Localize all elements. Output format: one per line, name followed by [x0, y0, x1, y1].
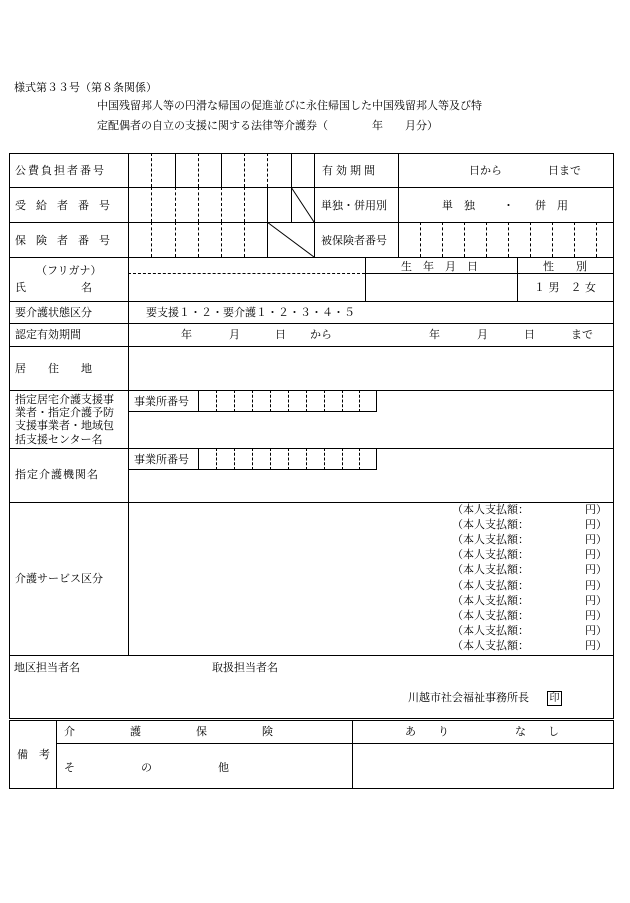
digit-cell-divider — [175, 153, 176, 187]
digit-cell-divider — [151, 187, 152, 222]
care-level-options: 要支援１・２・要介護１・２・３・４・５ — [146, 306, 355, 319]
remarks-row-divider — [56, 743, 614, 744]
payment-yen: 円） — [585, 593, 607, 607]
digit-cell-divider — [252, 390, 253, 412]
sex-label: 性 別 — [543, 260, 587, 273]
void-cell-slash — [267, 222, 314, 257]
recipient-no-label: 受給者番号 — [15, 199, 120, 212]
row-divider — [9, 346, 614, 347]
digit-cell-divider — [244, 187, 245, 222]
payment-label: （本人支払額： — [452, 563, 529, 577]
payment-yen: 円） — [585, 533, 607, 547]
digit-cell-divider — [270, 390, 271, 412]
payment-label: （本人支払額： — [452, 593, 529, 607]
digit-cell-divider — [216, 390, 217, 412]
cert-from-suffix: から — [310, 328, 332, 341]
payment-yen: 円） — [585, 623, 607, 637]
district-staff-label: 地区担当者名 — [14, 661, 80, 674]
public-payer-no-label: 公費負担者番号 — [15, 164, 106, 177]
office-no-divider — [198, 390, 199, 412]
void-cell-slash — [291, 187, 314, 222]
digit-cell-divider — [234, 448, 235, 470]
service-label: 介護サービス区分 — [15, 572, 103, 585]
residence-label: 居 住 地 — [15, 362, 92, 375]
digit-cell-divider — [306, 390, 307, 412]
provider-label-line3: 支援事業者・地域包 — [15, 419, 114, 432]
digit-cell-divider — [359, 390, 360, 412]
office-no-label: 事業所番号 — [134, 395, 189, 408]
digit-cell-divider — [175, 222, 176, 257]
digit-cell-divider — [288, 448, 289, 470]
row-divider — [9, 655, 614, 656]
digit-cell-divider — [221, 187, 222, 222]
presence-options: あ り な し — [405, 725, 559, 738]
provider-label-line4: 括支援センター名 — [15, 433, 103, 446]
dot-separator: ・ — [503, 199, 514, 212]
birthdate-label: 生 年 月 日 — [401, 260, 478, 273]
digit-cell-divider — [508, 222, 509, 257]
validity-label: 有効期間 — [322, 164, 378, 177]
payment-label: （本人支払額： — [452, 533, 529, 547]
digit-cell-divider — [175, 187, 176, 222]
provider-label-line1: 指定居宅介護支援事 — [15, 393, 114, 406]
payment-label: （本人支払額： — [452, 638, 529, 652]
column-divider — [517, 257, 518, 301]
cert-to-day: 日 — [524, 328, 535, 341]
other-label: そ の 他 — [64, 761, 229, 774]
digit-cell-divider — [574, 222, 575, 257]
form-number: 様式第３３号（第８条関係） — [14, 81, 157, 94]
digit-cell-divider — [252, 448, 253, 470]
remarks-label-divider — [56, 720, 57, 789]
name-label: 氏 名 — [15, 281, 92, 294]
cert-from-day: 日 — [275, 328, 286, 341]
digit-cell-divider — [552, 222, 553, 257]
digit-cell-divider — [234, 390, 235, 412]
digit-cell-divider — [306, 448, 307, 470]
digit-cell-divider — [420, 222, 421, 257]
payment-yen: 円） — [585, 608, 607, 622]
payment-label: （本人支払額： — [452, 623, 529, 637]
furigana-divider — [128, 273, 365, 274]
row-divider — [9, 323, 614, 324]
digit-cell-divider — [342, 448, 343, 470]
digit-cell-divider — [267, 153, 268, 187]
furigana-label: （フリガナ） — [36, 264, 102, 277]
payment-label: （本人支払額： — [452, 548, 529, 562]
digit-cell-divider — [464, 222, 465, 257]
remarks-label: 備 考 — [17, 748, 50, 761]
digit-cell-divider — [198, 187, 199, 222]
payment-yen: 円） — [585, 503, 607, 516]
column-divider — [398, 153, 399, 257]
payment-label: （本人支払額： — [452, 578, 529, 592]
digit-cell-divider — [244, 153, 245, 187]
form-title-line2: 定配偶者の自立の支援に関する法律等介護券（ 年 月分） — [97, 119, 438, 132]
digit-cell-divider — [530, 222, 531, 257]
institution-label: 指定介護機関名 — [15, 468, 99, 481]
digit-cell-divider — [342, 390, 343, 412]
digit-cell-divider — [198, 222, 199, 257]
digit-cell-divider — [291, 153, 292, 187]
row-divider — [9, 257, 614, 258]
insured-no-label: 被保険者番号 — [321, 234, 387, 247]
care-level-label: 要介護状態区分 — [15, 306, 92, 319]
payment-yen: 円） — [585, 563, 607, 577]
validity-to: 日まで — [548, 164, 581, 177]
single-option: 単 独 — [442, 199, 475, 212]
payment-yen: 円） — [585, 518, 607, 532]
column-divider — [314, 153, 315, 257]
care-insurance-label: 介 護 保 険 — [64, 725, 273, 738]
payment-label: （本人支払額： — [452, 503, 529, 516]
digit-cell-divider — [486, 222, 487, 257]
digit-cell-divider — [324, 448, 325, 470]
digit-cell-divider — [267, 187, 268, 222]
insurer-no-label: 保険者番号 — [15, 234, 120, 247]
provider-label-line2: 業者・指定介護予防 — [15, 406, 114, 419]
column-divider — [365, 257, 366, 301]
digit-cell-divider — [151, 222, 152, 257]
cert-to-year: 年 — [429, 328, 440, 341]
digit-cell-divider — [198, 153, 199, 187]
digit-cell-divider — [442, 222, 443, 257]
office-no-label-2: 事業所番号 — [134, 453, 189, 466]
digit-cell-divider — [221, 222, 222, 257]
form-title-line1: 中国残留邦人等の円滑な帰国の促進並びに永住帰国した中国残留邦人等及び特 — [97, 99, 482, 112]
digit-cell-divider — [216, 448, 217, 470]
payment-yen: 円） — [585, 548, 607, 562]
validity-from: 日から — [469, 164, 502, 177]
remarks-column-divider — [352, 720, 353, 789]
cert-to-suffix: まで — [571, 328, 593, 341]
digit-cell-divider — [359, 448, 360, 470]
row-divider — [9, 301, 614, 302]
cert-from-year: 年 — [181, 328, 192, 341]
sex-options: １ 男 ２ 女 — [534, 281, 596, 294]
digit-cell-divider — [270, 448, 271, 470]
cert-to-month: 月 — [477, 328, 488, 341]
digit-cell-divider — [244, 222, 245, 257]
office-no-divider — [198, 448, 199, 470]
digit-cell-divider — [596, 222, 597, 257]
digit-cell-divider — [288, 390, 289, 412]
cert-from-month: 月 — [229, 328, 240, 341]
header-sub-divider — [365, 273, 614, 274]
cert-period-label: 認定有効期間 — [15, 328, 81, 341]
combined-option: 併 用 — [535, 199, 568, 212]
payment-yen: 円） — [585, 578, 607, 592]
issuer-name: 川越市社会福祉事務所長 — [408, 691, 529, 704]
digit-cell-divider — [221, 153, 222, 187]
handler-staff-label: 取扱担当者名 — [212, 661, 278, 674]
digit-cell-divider — [151, 153, 152, 187]
seal-mark: 印 — [547, 691, 562, 706]
digit-cell-divider — [324, 390, 325, 412]
single-combined-label: 単独・併用別 — [321, 199, 387, 212]
payment-label: （本人支払額： — [452, 608, 529, 622]
payment-label: （本人支払額： — [452, 518, 529, 532]
payment-yen: 円） — [585, 638, 607, 652]
